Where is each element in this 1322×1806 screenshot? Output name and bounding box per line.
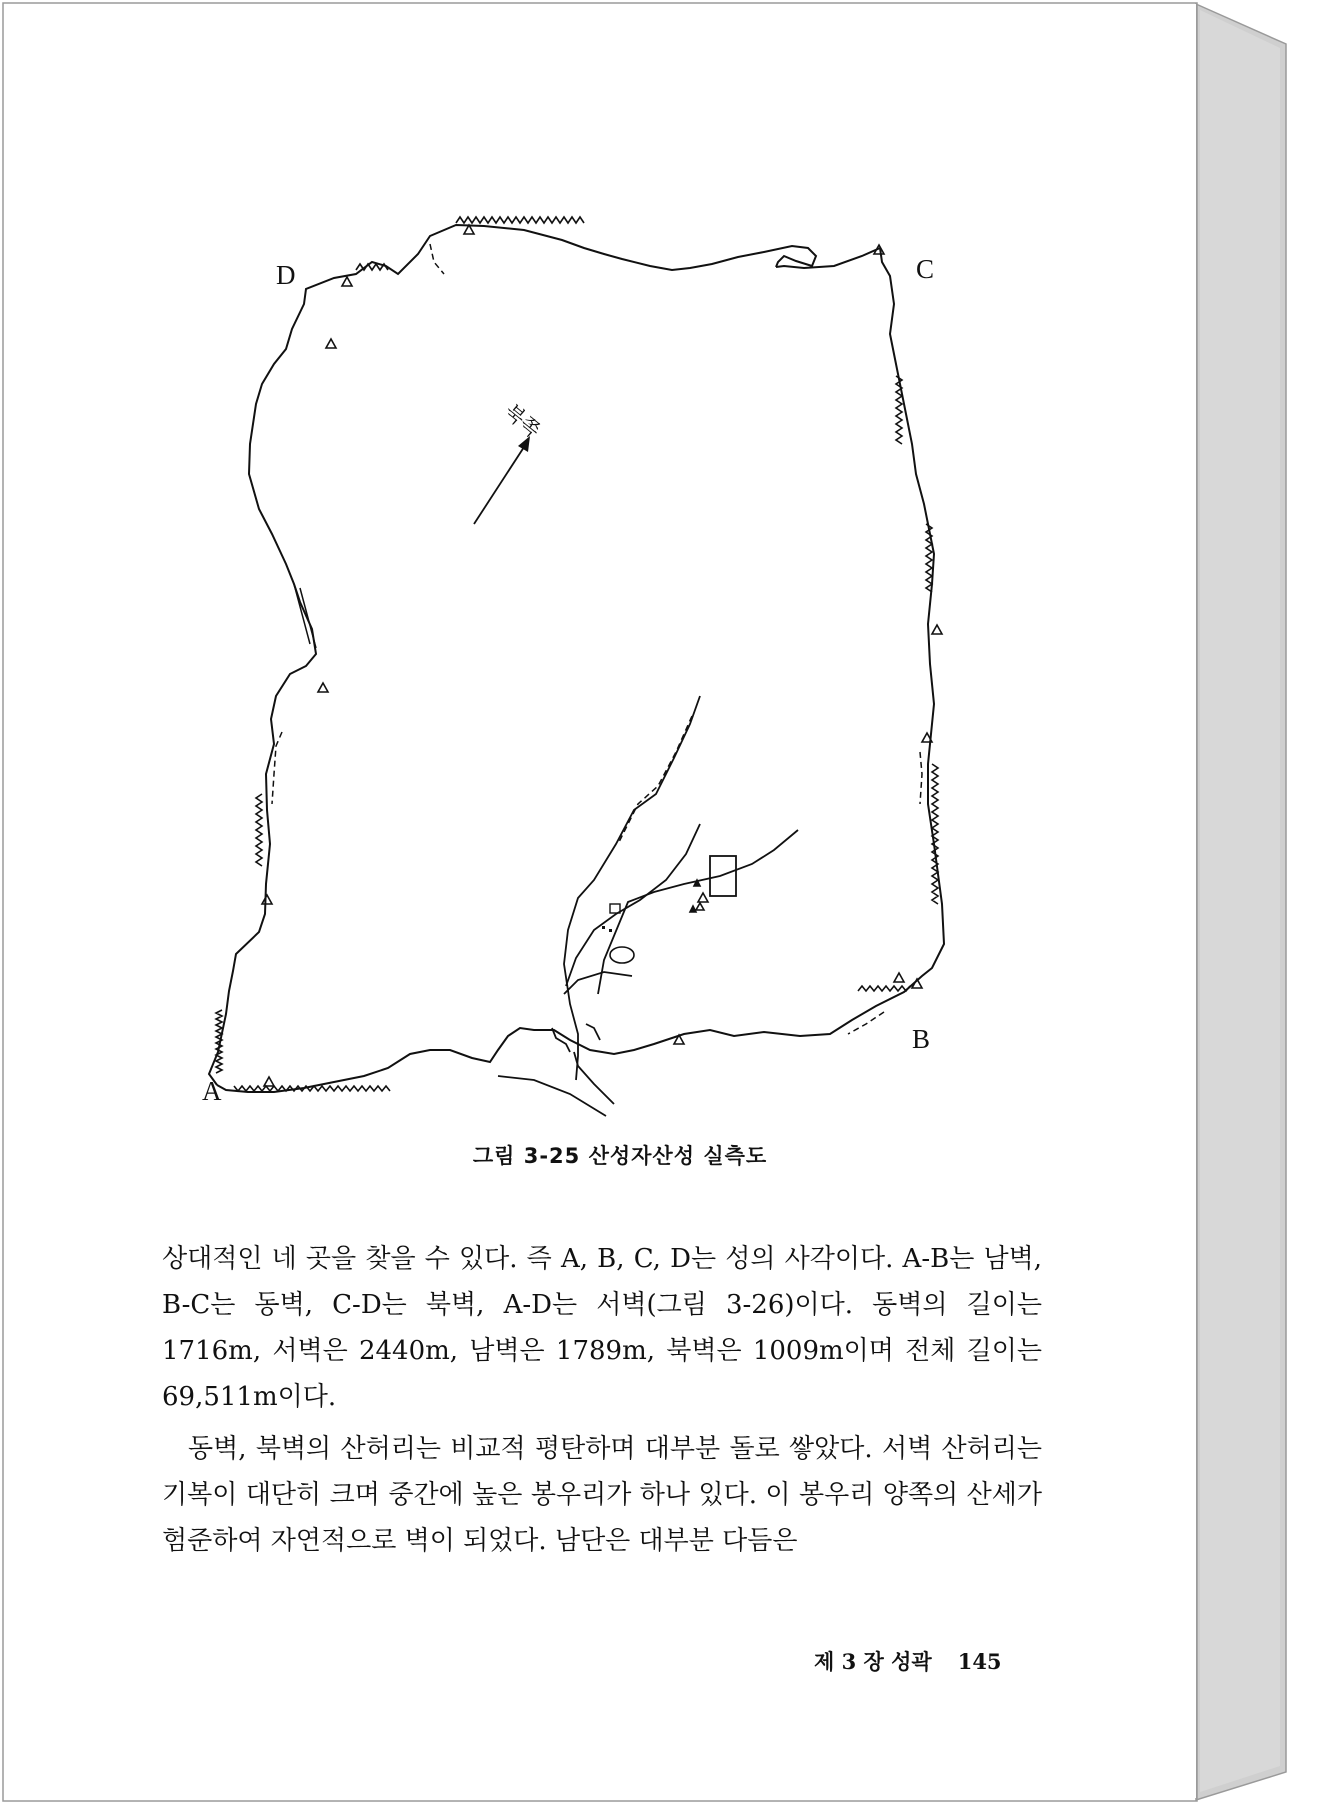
north-wall-east-segment — [217, 248, 944, 1092]
stream-outflow — [574, 1052, 614, 1104]
building-foundation — [710, 856, 736, 896]
corner-label-d: D — [276, 260, 296, 290]
dashed-inner-wall-north — [430, 244, 444, 274]
paragraph: 동벽, 북벽의 산허리는 비교적 평탄하며 대부분 돌로 쌓았다. 서벽 산허리는 기복이 대단히 크며 중간에 높은 봉우리가 하나 있다. 이 봉우리 양쪽의 산세가 험준하여 자연적으로 벽이 되었다. 남단은 대부분 다듬은 — [162, 1434, 1042, 1556]
book-side-inner — [1200, 10, 1280, 1792]
body-text — [162, 1236, 1042, 1564]
stream-branch-middle — [566, 824, 700, 986]
north-wall-top-link — [776, 248, 880, 268]
west-gate-double-line — [294, 584, 316, 648]
watchtower-triangle-icon — [262, 225, 942, 1086]
small-ruin-dot — [602, 926, 605, 929]
book-page — [4, 4, 1196, 1798]
stream-outflow-west — [498, 1076, 606, 1116]
pond — [610, 947, 634, 963]
page-number: 145 — [957, 1649, 1002, 1674]
north-label: 북쪽 — [500, 399, 546, 443]
crenellated-wall-west — [256, 794, 262, 866]
fortress-survey-map — [4, 4, 1196, 1144]
small-ruin-dot — [609, 929, 612, 932]
north-arrow-icon — [474, 436, 530, 524]
corner-label-b: B — [912, 1024, 931, 1054]
dashed-inner-wall-southeast — [848, 1012, 884, 1034]
corner-label-a: A — [202, 1076, 222, 1106]
crenellated-wall-northwest — [356, 264, 388, 270]
crenellated-wall-southeast — [858, 986, 910, 991]
crenellated-wall-east-middle — [926, 524, 932, 592]
stream-main-dashed — [618, 716, 692, 844]
corner-label-c: C — [916, 254, 935, 284]
fortress-wall-outline — [209, 225, 816, 1085]
running-footer — [814, 1646, 1002, 1676]
figure-caption: 그림 3-25 산성자산성 실측도 — [472, 1144, 768, 1168]
chapter-title: 제 3 장 성곽 — [814, 1649, 932, 1674]
stream-main — [564, 696, 700, 1080]
stream-branch-east — [598, 830, 798, 994]
dashed-inner-wall-east — [920, 752, 922, 804]
paragraph: 상대적인 네 곳을 찾을 수 있다. 즉 A, B, C, D는 성의 사각이다. A-B는 남벽, B-C는 동벽, C-D는 북벽, A-D는 서벽(그림 3-26)이다. 동벽의 길이는 1716m, 서벽은 2440m, 남벽은 1789m, 북벽은 1009m이며 전체 길이는 69,511m이다. — [162, 1244, 1042, 1412]
crenellated-wall-north — [456, 217, 584, 223]
